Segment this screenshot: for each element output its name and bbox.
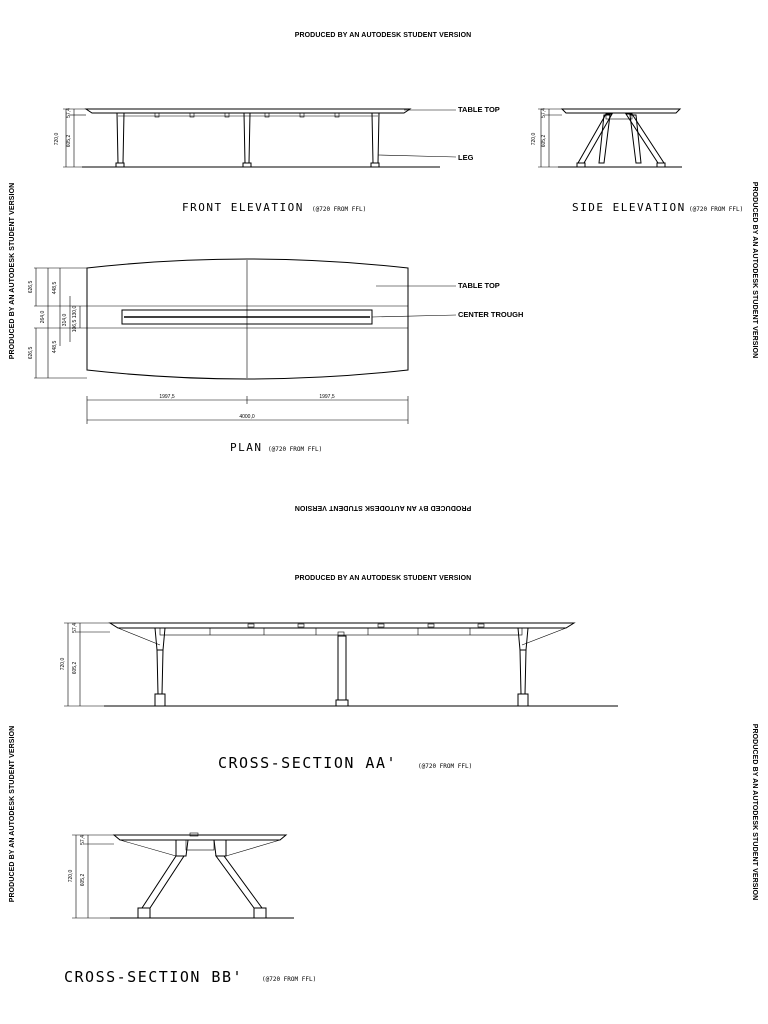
side-elevation-drawing bbox=[531, 108, 682, 167]
plan-dim-outer-2: 626,5 bbox=[28, 346, 34, 360]
cross-section-aa-drawing bbox=[60, 623, 618, 706]
plan-dim-width-left: 1997,5 bbox=[159, 394, 175, 400]
cross-section-bb-subtitle: (@720 FROM FFL) bbox=[262, 976, 317, 983]
aa-dim-total: 720,0 bbox=[60, 657, 66, 671]
plan-callout-center-trough: CENTER TROUGH bbox=[458, 310, 524, 319]
bb-dim-total: 720,0 bbox=[68, 869, 74, 883]
cross-section-aa-title: CROSS-SECTION AA' bbox=[218, 754, 398, 772]
front-callout-leg: LEG bbox=[458, 153, 474, 162]
watermark-right-lower: PRODUCED BY AN AUTODESK STUDENT VERSION bbox=[751, 723, 758, 901]
front-elevation-subtitle: (@720 FROM FFL) bbox=[312, 206, 367, 213]
side-dim-leg: 605,2 bbox=[541, 134, 547, 148]
front-callout-table-top: TABLE TOP bbox=[458, 105, 500, 114]
front-dim-top: 57,4 bbox=[66, 108, 72, 118]
front-dim-leg: 605,2 bbox=[66, 134, 72, 148]
bb-dim-leg: 605,2 bbox=[80, 873, 86, 887]
side-dim-total: 720,0 bbox=[531, 132, 537, 146]
watermark-left-lower: PRODUCED BY AN AUTODESK STUDENT VERSION bbox=[9, 725, 16, 903]
plan-title: PLAN bbox=[230, 441, 263, 454]
plan-dim-e: 130,0 bbox=[72, 305, 78, 319]
front-dim-total: 720,0 bbox=[54, 132, 60, 146]
plan-drawing bbox=[28, 259, 456, 424]
front-elevation-title: FRONT ELEVATION bbox=[182, 201, 304, 214]
plan-dim-width-right: 1997,5 bbox=[319, 394, 335, 400]
plan-callout-table-top: TABLE TOP bbox=[458, 281, 500, 290]
watermark-middle: PRODUCED BY AN AUTODESK STUDENT VERSION bbox=[294, 575, 472, 582]
front-elevation-drawing bbox=[54, 108, 456, 167]
plan-dim-outer-1: 626,5 bbox=[28, 280, 34, 294]
side-elevation-title: SIDE ELEVATION bbox=[572, 201, 686, 214]
watermark-upside-down: PRODUCED BY AN AUTODESK STUDENT VERSION bbox=[294, 504, 472, 511]
aa-dim-top: 57,4 bbox=[72, 623, 78, 633]
plan-dim-f: 106,5 bbox=[72, 319, 78, 333]
watermark-right-upper: PRODUCED BY AN AUTODESK STUDENT VERSION bbox=[751, 181, 758, 359]
plan-dim-b: 448,5 bbox=[52, 340, 58, 354]
plan-dim-d: 314,0 bbox=[62, 313, 68, 327]
side-elevation-subtitle: (@720 FROM FFL) bbox=[689, 206, 744, 213]
cross-section-aa-subtitle: (@720 FROM FFL) bbox=[418, 763, 473, 770]
plan-dim-c: 264,0 bbox=[40, 310, 46, 324]
watermark-top: PRODUCED BY AN AUTODESK STUDENT VERSION bbox=[294, 32, 472, 39]
bb-dim-top: 57,4 bbox=[80, 835, 86, 845]
plan-dim-total-width: 4000,0 bbox=[239, 414, 255, 420]
plan-subtitle: (@720 FROM FFL) bbox=[268, 446, 323, 453]
side-dim-top: 57,4 bbox=[541, 108, 547, 118]
cross-section-bb-title: CROSS-SECTION BB' bbox=[64, 968, 244, 986]
aa-dim-leg: 605,2 bbox=[72, 661, 78, 675]
watermark-left-upper: PRODUCED BY AN AUTODESK STUDENT VERSION bbox=[9, 182, 16, 360]
cross-section-bb-drawing bbox=[68, 833, 294, 918]
plan-dim-a: 448,5 bbox=[52, 281, 58, 295]
